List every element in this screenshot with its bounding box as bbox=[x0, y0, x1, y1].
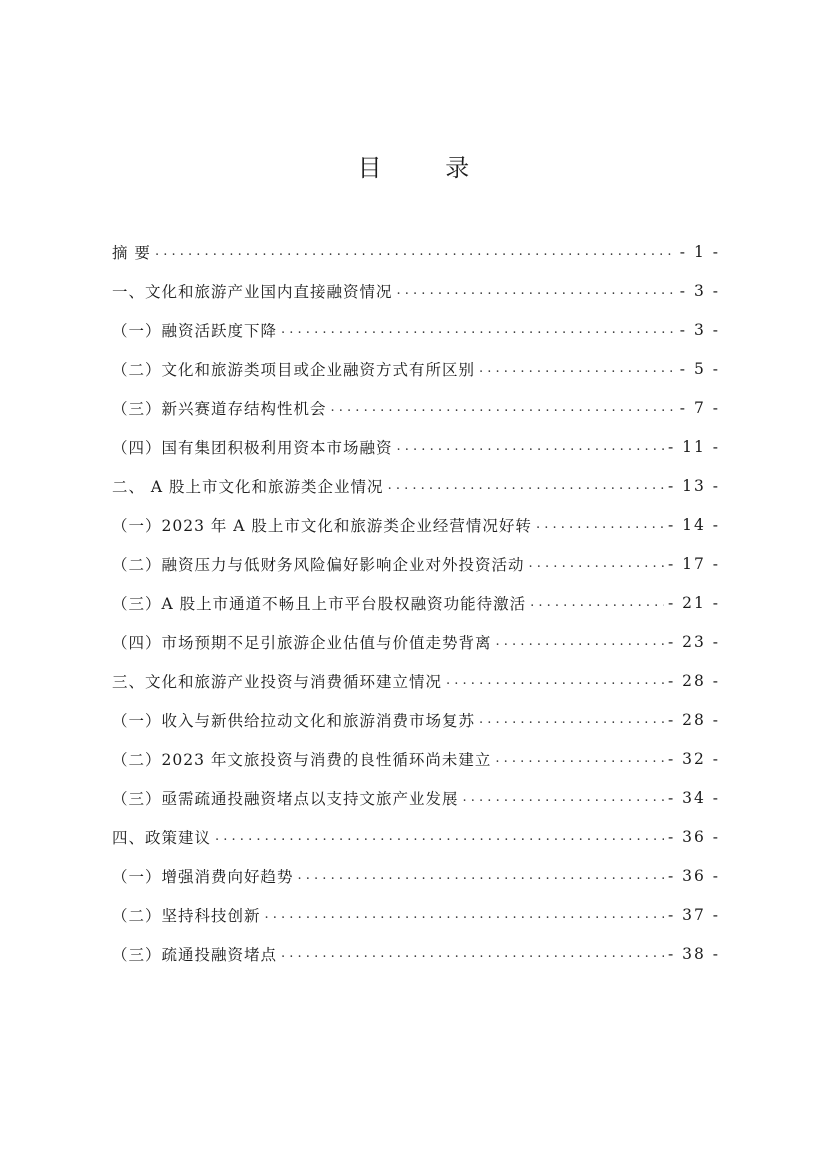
toc-entry-label: （三）亟需疏通投融资堵点以支持文旅产业发展 bbox=[112, 789, 459, 808]
toc-entry-2-3[interactable] bbox=[112, 583, 720, 622]
toc-entry-page: - 3 - bbox=[679, 281, 720, 300]
toc-entry-3-2[interactable] bbox=[112, 739, 720, 778]
toc-entry-page: - 28 - bbox=[667, 671, 720, 690]
toc-leader-dots bbox=[215, 829, 664, 844]
toc-entry-page: - 21 - bbox=[667, 593, 720, 612]
toc-entry-page: - 5 - bbox=[679, 359, 720, 378]
toc-entry-page: - 11 - bbox=[667, 437, 720, 456]
toc-entry-1-4[interactable] bbox=[112, 427, 720, 466]
toc-entry-chapter-2[interactable] bbox=[112, 466, 720, 505]
toc-leader-dots bbox=[529, 556, 664, 571]
toc-entry-3-1[interactable] bbox=[112, 700, 720, 739]
toc-leader-dots bbox=[479, 712, 664, 727]
toc-leader-dots bbox=[397, 439, 664, 454]
toc-entry-page: - 17 - bbox=[667, 554, 720, 573]
toc-entry-2-4[interactable] bbox=[112, 622, 720, 661]
toc-entry-1-1[interactable] bbox=[112, 310, 720, 349]
toc-entry-2-1[interactable] bbox=[112, 505, 720, 544]
toc-entry-label: （四）国有集团积极利用资本市场融资 bbox=[112, 438, 393, 457]
toc-entry-label: （二）2023 年文旅投资与消费的良性循环尚未建立 bbox=[112, 750, 492, 769]
toc-leader-dots bbox=[397, 283, 676, 298]
toc-entry-label: （一）收入与新供给拉动文化和旅游消费市场复苏 bbox=[112, 711, 476, 730]
toc-leader-dots bbox=[479, 361, 676, 376]
toc-entry-page: - 3 - bbox=[679, 320, 720, 339]
toc-entry-label: 三、文化和旅游产业投资与消费循环建立情况 bbox=[112, 672, 443, 691]
toc-leader-dots bbox=[495, 751, 664, 766]
toc-leader-dots bbox=[298, 868, 664, 883]
toc-entry-page: - 36 - bbox=[667, 827, 720, 846]
toc-entry-label: 摘 要 bbox=[112, 243, 151, 262]
toc-entry-label: （三）疏通投融资堵点 bbox=[112, 945, 278, 964]
toc-entry-label: （一）2023 年 A 股上市文化和旅游类企业经营情况好转 bbox=[112, 516, 532, 535]
page-title: 目 录 bbox=[357, 154, 498, 182]
toc-leader-dots bbox=[446, 673, 664, 688]
toc-entry-page: - 23 - bbox=[667, 632, 720, 651]
toc-entry-page: - 32 - bbox=[667, 749, 720, 768]
toc-entry-label: （三）A 股上市通道不畅且上市平台股权融资功能待激活 bbox=[112, 594, 527, 613]
toc-leader-dots bbox=[281, 946, 664, 961]
toc-entry-chapter-1[interactable] bbox=[112, 271, 720, 310]
toc-entry-label: （二）文化和旅游类项目或企业融资方式有所区别 bbox=[112, 360, 476, 379]
toc-entry-3-3[interactable] bbox=[112, 778, 720, 817]
toc-entry-label: （三）新兴赛道存结构性机会 bbox=[112, 399, 327, 418]
toc-entry-label: 一、文化和旅游产业国内直接融资情况 bbox=[112, 282, 393, 301]
toc-entry-chapter-3[interactable] bbox=[112, 661, 720, 700]
toc-entry-page: - 37 - bbox=[667, 905, 720, 924]
toc-leader-dots bbox=[265, 907, 664, 922]
table-of-contents bbox=[112, 232, 720, 973]
toc-entry-label: 四、政策建议 bbox=[112, 828, 212, 847]
toc-entry-4-2[interactable] bbox=[112, 895, 720, 934]
toc-entry-page: - 38 - bbox=[667, 944, 720, 963]
toc-entry-label: （二）坚持科技创新 bbox=[112, 906, 261, 925]
toc-leader-dots bbox=[463, 790, 664, 805]
toc-entry-label: （二）融资压力与低财务风险偏好影响企业对外投资活动 bbox=[112, 555, 525, 574]
toc-entry-1-3[interactable] bbox=[112, 388, 720, 427]
toc-entry-page: - 28 - bbox=[667, 710, 720, 729]
toc-entry-page: - 7 - bbox=[679, 398, 720, 417]
toc-entry-label: 二、 A 股上市文化和旅游类企业情况 bbox=[112, 477, 384, 496]
toc-leader-dots bbox=[281, 322, 676, 337]
toc-leader-dots bbox=[331, 400, 676, 415]
toc-entry-page: - 34 - bbox=[667, 788, 720, 807]
toc-entry-2-2[interactable] bbox=[112, 544, 720, 583]
toc-entry-label: （四）市场预期不足引旅游企业估值与价值走势背离 bbox=[112, 633, 492, 652]
toc-leader-dots bbox=[530, 595, 664, 610]
toc-entry-1-2[interactable] bbox=[112, 349, 720, 388]
toc-entry-chapter-4[interactable] bbox=[112, 817, 720, 856]
toc-entry-page: - 14 - bbox=[667, 515, 720, 534]
toc-entry-4-1[interactable] bbox=[112, 856, 720, 895]
toc-entry-page: - 13 - bbox=[667, 476, 720, 495]
toc-entry-page: - 1 - bbox=[679, 242, 720, 261]
toc-entry-label: （一）融资活跃度下降 bbox=[112, 321, 278, 340]
toc-leader-dots bbox=[496, 634, 664, 649]
toc-leader-dots bbox=[155, 244, 676, 259]
toc-entry-page: - 36 - bbox=[667, 866, 720, 885]
toc-entry-abstract[interactable] bbox=[112, 232, 720, 271]
toc-leader-dots bbox=[388, 478, 664, 493]
toc-leader-dots bbox=[536, 517, 664, 532]
toc-entry-label: （一）增强消费向好趋势 bbox=[112, 867, 294, 886]
toc-entry-4-3[interactable] bbox=[112, 934, 720, 973]
